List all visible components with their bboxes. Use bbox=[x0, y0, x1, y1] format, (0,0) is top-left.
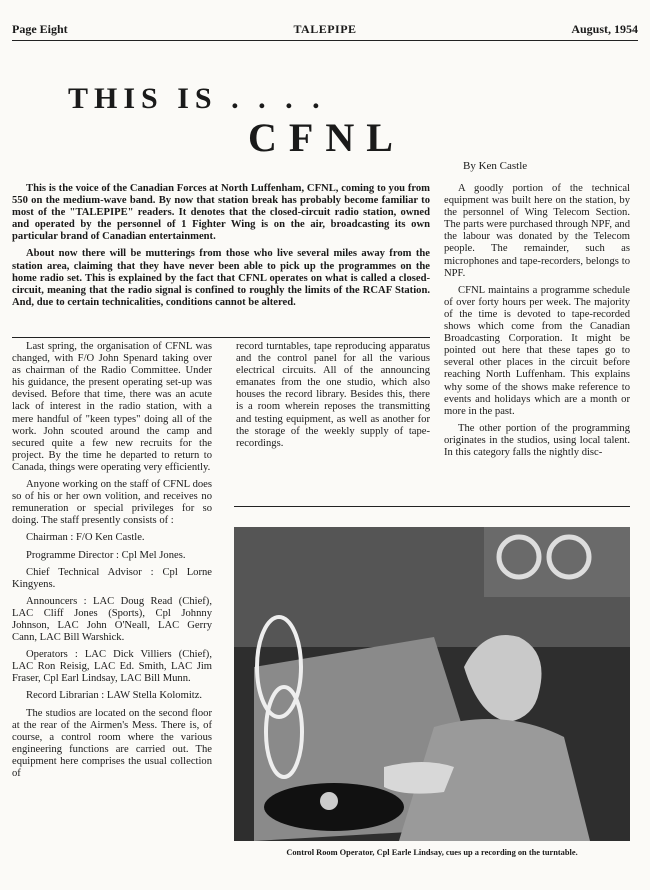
header-rule bbox=[12, 40, 638, 41]
body-paragraph: A goodly portion of the technical equipment was built here on the station, by the personnel of Wing Telecom Section. The parts were purchased through NPF, and the labour was donated by the Telecom people. The remainder, such as microphones and tape-recorders, belongs to NPF. bbox=[444, 183, 630, 279]
staff-entry: Operators : LAC Dick Villiers (Chief), LAC Ron Reisig, LAC Ed. Smith, LAC Jim Fraser, Cpl Earl Lindsay, LAC Bill Munn. bbox=[12, 649, 212, 685]
lead-paragraph: About now there will be mutterings from those who live several miles away from the station area, claiming that they have never been able to pick up the programmes on the home radio set. This is explained by the fact that CFNL operates on what is called a closed-circuit, meaning that the radio signal is confined to roughly the limits of the RCAF Station. And, due to certain technicalities, conditions cannot be altered. bbox=[12, 248, 430, 308]
photo-rule bbox=[234, 506, 630, 507]
article-title-line1: THIS IS . . . . bbox=[68, 82, 326, 115]
staff-entry: Record Librarian : LAW Stella Kolomitz. bbox=[26, 690, 203, 702]
staff-entry: Programme Director : Cpl Mel Jones. bbox=[26, 549, 186, 561]
page-header bbox=[12, 22, 638, 38]
left-column bbox=[12, 341, 212, 785]
photo-caption: Control Room Operator, Cpl Earle Lindsay, cues up a recording on the turntable. bbox=[286, 848, 578, 857]
body-paragraph: record turntables, tape reproducing apparatus and the control panel for all the various electrical circuits. All of the announcing emanates from the one studio, which also houses the record library. Besides this, there is a room wherein reposes the transmitting and testing equipment, as well as another for the storage of the weekly supply of tape-recordings. bbox=[236, 341, 430, 449]
body-paragraph: CFNL maintains a programme schedule of over forty hours per week. The majority of the time is devoted to tape-recorded shows which come from the Canadian Broadcasting Corporation. It might be pointed out here that these tapes go to several other places in the circuit before reaching North Luffenham. This explains why some of the shows make reference to events and holidays which are a month or more in the past. bbox=[444, 284, 630, 417]
middle-column bbox=[236, 341, 430, 455]
right-column bbox=[444, 183, 630, 464]
article-title-line2: CFNL bbox=[248, 115, 405, 160]
photo-illustration bbox=[234, 527, 630, 841]
body-paragraph: Anyone working on the staff of CFNL does so of his or her own volition, and receives no remuneration or special privileges for so doing. The staff presently consists of : bbox=[12, 479, 212, 527]
lead-rule bbox=[12, 337, 430, 338]
staff-entry: Chairman : F/O Ken Castle. bbox=[26, 532, 145, 544]
body-paragraph: The studios are located on the second floor at the rear of the Airmen's Mess. There is, of course, a control room where the various engineering functions are carried out. The equipment here comprises the usual collection of bbox=[12, 707, 212, 779]
body-paragraph: Last spring, the organisation of CFNL was changed, with F/O John Spenard taking over as chairman of the Radio Committee. Under his guidance, the present operating set-up was devised. Before that time, there was an acute lack of interest in the radio station, with a mere handful of "keen types" doing all of the work. John scouted around the camp and secured quite a few new recruits for the project. By the time he departed to return to Canada, things were operating very efficiently. bbox=[12, 341, 212, 473]
page-number-label: Page Eight bbox=[12, 22, 68, 36]
body-paragraph: The other portion of the programming originates in the studios, using local talent. In this category falls the nightly disc- bbox=[444, 422, 630, 458]
lead-block bbox=[12, 183, 430, 314]
lead-paragraph: This is the voice of the Canadian Forces at North Luffenham, CFNL, coming to you from 550 on the medium-wave band. By now that station break has probably become familiar to most of the "TALEPIPE" readers. It denotes that the closed-circuit radio station, owned and operated by the personnel of 1 Fighter Wing is on the air, broadcasting its own particular brand of Canadian entertainment. bbox=[12, 183, 430, 243]
article-byline: By Ken Castle bbox=[463, 160, 528, 172]
issue-date: August, 1954 bbox=[571, 22, 638, 36]
staff-entry: Chief Technical Advisor : Cpl Lorne Kingyens. bbox=[12, 566, 212, 590]
control-room-photo bbox=[234, 527, 630, 841]
publication-name: TALEPIPE bbox=[293, 22, 357, 36]
staff-entry: Announcers : LAC Doug Read (Chief), LAC Cliff Jones (Sports), Cpl Johnny Johnson, LAC John O'Neall, LAC Gerry Cann, LAC Bill Warshick. bbox=[12, 595, 212, 644]
